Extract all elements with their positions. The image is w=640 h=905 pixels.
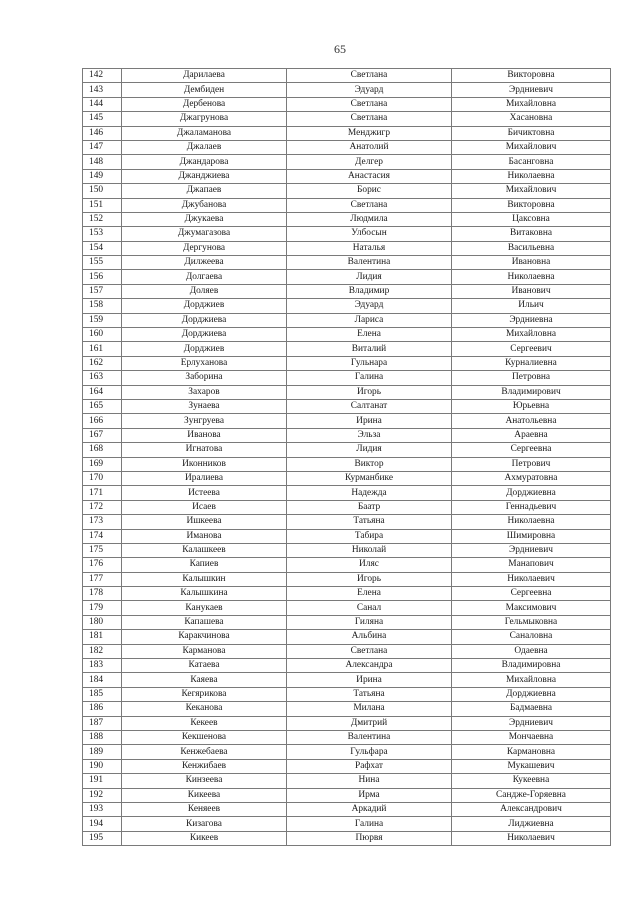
table-row	[83, 500, 611, 514]
surname-cell: Зунгруева	[122, 414, 287, 428]
patronymic-cell: Эрдниевич	[452, 83, 611, 97]
row-number: 187	[83, 716, 122, 730]
table-row	[83, 817, 611, 831]
patronymic-cell: Дорджиевна	[452, 486, 611, 500]
patronymic-cell: Викторовна	[452, 69, 611, 83]
first-name-cell: Светлана	[287, 97, 452, 111]
patronymic-cell: Анатольевна	[452, 414, 611, 428]
first-name-cell: Лариса	[287, 313, 452, 327]
row-number: 171	[83, 486, 122, 500]
surname-cell: Джубанова	[122, 198, 287, 212]
surname-cell: Катаева	[122, 659, 287, 673]
row-number: 195	[83, 831, 122, 845]
surname-cell: Калышкин	[122, 572, 287, 586]
first-name-cell: Баатр	[287, 500, 452, 514]
surname-cell: Дергунова	[122, 241, 287, 255]
row-number: 166	[83, 414, 122, 428]
first-name-cell: Милана	[287, 702, 452, 716]
patronymic-cell: Цаксовна	[452, 212, 611, 226]
row-number: 175	[83, 543, 122, 557]
table-row	[83, 241, 611, 255]
patronymic-cell: Петровна	[452, 371, 611, 385]
first-name-cell: Галина	[287, 817, 452, 831]
first-name-cell: Рафхат	[287, 759, 452, 773]
row-number: 183	[83, 659, 122, 673]
surname-cell: Кеняеев	[122, 802, 287, 816]
patronymic-cell: Ивановна	[452, 256, 611, 270]
table-row	[83, 802, 611, 816]
surname-cell: Каяева	[122, 673, 287, 687]
patronymic-cell: Бичиктовна	[452, 126, 611, 140]
first-name-cell: Валентина	[287, 730, 452, 744]
patronymic-cell: Михайловна	[452, 97, 611, 111]
table-row	[83, 443, 611, 457]
patronymic-cell: Петрович	[452, 457, 611, 471]
first-name-cell: Светлана	[287, 69, 452, 83]
first-name-cell: Анатолий	[287, 140, 452, 154]
name-roster-table	[82, 68, 611, 846]
first-name-cell: Надежда	[287, 486, 452, 500]
patronymic-cell: Иванович	[452, 284, 611, 298]
first-name-cell: Ирина	[287, 414, 452, 428]
row-number: 164	[83, 385, 122, 399]
table-row	[83, 601, 611, 615]
row-number: 151	[83, 198, 122, 212]
table-row	[83, 69, 611, 83]
row-number: 188	[83, 730, 122, 744]
first-name-cell: Игорь	[287, 385, 452, 399]
surname-cell: Иконников	[122, 457, 287, 471]
row-number: 160	[83, 328, 122, 342]
row-number: 172	[83, 500, 122, 514]
row-number: 148	[83, 155, 122, 169]
surname-cell: Кекеев	[122, 716, 287, 730]
patronymic-cell: Николаевна	[452, 270, 611, 284]
table-row	[83, 328, 611, 342]
patronymic-cell: Юрьевна	[452, 399, 611, 413]
row-number: 159	[83, 313, 122, 327]
row-number: 176	[83, 558, 122, 572]
table-row	[83, 471, 611, 485]
first-name-cell: Улбосын	[287, 227, 452, 241]
first-name-cell: Игорь	[287, 572, 452, 586]
patronymic-cell: Кукеевна	[452, 774, 611, 788]
page-number: 65	[334, 42, 346, 56]
table-row	[83, 486, 611, 500]
table-row	[83, 428, 611, 442]
table-row	[83, 702, 611, 716]
row-number: 158	[83, 299, 122, 313]
table-row	[83, 774, 611, 788]
table-row	[83, 630, 611, 644]
patronymic-cell: Эрдниевич	[452, 543, 611, 557]
patronymic-cell: Кармановна	[452, 745, 611, 759]
patronymic-cell: Сергеевна	[452, 443, 611, 457]
row-number: 180	[83, 615, 122, 629]
first-name-cell: Галина	[287, 371, 452, 385]
table-row	[83, 529, 611, 543]
surname-cell: Заборина	[122, 371, 287, 385]
first-name-cell: Владимир	[287, 284, 452, 298]
roster-table-body	[83, 69, 611, 846]
first-name-cell: Санал	[287, 601, 452, 615]
patronymic-cell: Михайлович	[452, 184, 611, 198]
patronymic-cell: Ильич	[452, 299, 611, 313]
table-row	[83, 342, 611, 356]
surname-cell: Калашкеев	[122, 543, 287, 557]
patronymic-cell: Николаевна	[452, 169, 611, 183]
row-number: 147	[83, 140, 122, 154]
table-row	[83, 673, 611, 687]
table-row	[83, 270, 611, 284]
table-row	[83, 587, 611, 601]
patronymic-cell: Викторовна	[452, 198, 611, 212]
row-number: 169	[83, 457, 122, 471]
table-row	[83, 97, 611, 111]
table-row	[83, 371, 611, 385]
patronymic-cell: Владимировна	[452, 659, 611, 673]
first-name-cell: Татьяна	[287, 515, 452, 529]
table-row	[83, 184, 611, 198]
patronymic-cell: Николаевич	[452, 572, 611, 586]
patronymic-cell: Николаевич	[452, 831, 611, 845]
row-number: 178	[83, 587, 122, 601]
first-name-cell: Виктор	[287, 457, 452, 471]
row-number: 194	[83, 817, 122, 831]
row-number: 162	[83, 356, 122, 370]
row-number: 184	[83, 673, 122, 687]
row-number: 174	[83, 529, 122, 543]
first-name-cell: Светлана	[287, 644, 452, 658]
row-number: 190	[83, 759, 122, 773]
table-row	[83, 112, 611, 126]
row-number: 173	[83, 515, 122, 529]
patronymic-cell: Витаковна	[452, 227, 611, 241]
surname-cell: Кенжибаев	[122, 759, 287, 773]
row-number: 179	[83, 601, 122, 615]
surname-cell: Иралиева	[122, 471, 287, 485]
patronymic-cell: Михайловна	[452, 673, 611, 687]
patronymic-cell: Максимович	[452, 601, 611, 615]
patronymic-cell: Геннадьевич	[452, 500, 611, 514]
surname-cell: Кекшенова	[122, 730, 287, 744]
table-row	[83, 212, 611, 226]
row-number: 191	[83, 774, 122, 788]
table-row	[83, 457, 611, 471]
surname-cell: Игнатова	[122, 443, 287, 457]
patronymic-cell: Басанговна	[452, 155, 611, 169]
row-number: 150	[83, 184, 122, 198]
first-name-cell: Эдуард	[287, 299, 452, 313]
table-row	[83, 730, 611, 744]
surname-cell: Джаламанова	[122, 126, 287, 140]
table-row	[83, 198, 611, 212]
patronymic-cell: Сергеевич	[452, 342, 611, 356]
patronymic-cell: Александрович	[452, 802, 611, 816]
surname-cell: Дембиден	[122, 83, 287, 97]
first-name-cell: Лидия	[287, 443, 452, 457]
row-number: 163	[83, 371, 122, 385]
first-name-cell: Николай	[287, 543, 452, 557]
row-number: 145	[83, 112, 122, 126]
patronymic-cell: Эрдниевич	[452, 716, 611, 730]
surname-cell: Дорджиев	[122, 342, 287, 356]
table-row	[83, 659, 611, 673]
surname-cell: Доляев	[122, 284, 287, 298]
patronymic-cell: Ахмуратовна	[452, 471, 611, 485]
first-name-cell: Курманбике	[287, 471, 452, 485]
first-name-cell: Салтанат	[287, 399, 452, 413]
surname-cell: Джумагазова	[122, 227, 287, 241]
row-number: 181	[83, 630, 122, 644]
table-row	[83, 788, 611, 802]
table-row	[83, 83, 611, 97]
patronymic-cell: Дорджиевна	[452, 687, 611, 701]
row-number: 153	[83, 227, 122, 241]
first-name-cell: Борис	[287, 184, 452, 198]
surname-cell: Джукаева	[122, 212, 287, 226]
patronymic-cell: Сергеевна	[452, 587, 611, 601]
row-number: 182	[83, 644, 122, 658]
first-name-cell: Эдуард	[287, 83, 452, 97]
table-row	[83, 543, 611, 557]
first-name-cell: Менджигр	[287, 126, 452, 140]
row-number: 170	[83, 471, 122, 485]
surname-cell: Долгаева	[122, 270, 287, 284]
table-row	[83, 716, 611, 730]
first-name-cell: Анастасия	[287, 169, 452, 183]
patronymic-cell: Курналиевна	[452, 356, 611, 370]
row-number: 192	[83, 788, 122, 802]
table-row	[83, 155, 611, 169]
patronymic-cell: Сандже-Горяевна	[452, 788, 611, 802]
table-row	[83, 515, 611, 529]
row-number: 165	[83, 399, 122, 413]
surname-cell: Джагрунова	[122, 112, 287, 126]
first-name-cell: Делгер	[287, 155, 452, 169]
patronymic-cell: Михайловна	[452, 328, 611, 342]
first-name-cell: Аркадий	[287, 802, 452, 816]
first-name-cell: Татьяна	[287, 687, 452, 701]
first-name-cell: Нина	[287, 774, 452, 788]
surname-cell: Джапаев	[122, 184, 287, 198]
first-name-cell: Эльза	[287, 428, 452, 442]
table-row	[83, 399, 611, 413]
row-number: 193	[83, 802, 122, 816]
surname-cell: Джанджиева	[122, 169, 287, 183]
table-row	[83, 572, 611, 586]
surname-cell: Капиев	[122, 558, 287, 572]
table-row	[83, 140, 611, 154]
surname-cell: Канукаев	[122, 601, 287, 615]
row-number: 186	[83, 702, 122, 716]
surname-cell: Ерлуханова	[122, 356, 287, 370]
row-number: 185	[83, 687, 122, 701]
table-row	[83, 745, 611, 759]
row-number: 154	[83, 241, 122, 255]
surname-cell: Дорджиев	[122, 299, 287, 313]
surname-cell: Каракчинова	[122, 630, 287, 644]
patronymic-cell: Эрдниевна	[452, 313, 611, 327]
surname-cell: Кизагова	[122, 817, 287, 831]
first-name-cell: Гульфара	[287, 745, 452, 759]
surname-cell: Захаров	[122, 385, 287, 399]
surname-cell: Зунаева	[122, 399, 287, 413]
patronymic-cell: Владимирович	[452, 385, 611, 399]
first-name-cell: Елена	[287, 328, 452, 342]
row-number: 168	[83, 443, 122, 457]
table-row	[83, 284, 611, 298]
first-name-cell: Елена	[287, 587, 452, 601]
surname-cell: Дарилаева	[122, 69, 287, 83]
table-row	[83, 385, 611, 399]
surname-cell: Кегярикова	[122, 687, 287, 701]
row-number: 156	[83, 270, 122, 284]
surname-cell: Джандарова	[122, 155, 287, 169]
first-name-cell: Дмитрий	[287, 716, 452, 730]
patronymic-cell: Манапович	[452, 558, 611, 572]
first-name-cell: Александра	[287, 659, 452, 673]
table-row	[83, 299, 611, 313]
patronymic-cell: Михайлович	[452, 140, 611, 154]
surname-cell: Кинзеева	[122, 774, 287, 788]
surname-cell: Дербенова	[122, 97, 287, 111]
surname-cell: Кикеев	[122, 831, 287, 845]
patronymic-cell: Мончаевна	[452, 730, 611, 744]
table-row	[83, 687, 611, 701]
first-name-cell: Светлана	[287, 198, 452, 212]
table-row	[83, 644, 611, 658]
patronymic-cell: Николаевна	[452, 515, 611, 529]
first-name-cell: Ирма	[287, 788, 452, 802]
table-row	[83, 256, 611, 270]
row-number: 189	[83, 745, 122, 759]
surname-cell: Дорджиева	[122, 328, 287, 342]
patronymic-cell: Мукашевич	[452, 759, 611, 773]
table-row	[83, 414, 611, 428]
surname-cell: Кеканова	[122, 702, 287, 716]
first-name-cell: Виталий	[287, 342, 452, 356]
row-number: 152	[83, 212, 122, 226]
surname-cell: Капашева	[122, 615, 287, 629]
surname-cell: Кенжебаева	[122, 745, 287, 759]
patronymic-cell: Лиджиевна	[452, 817, 611, 831]
surname-cell: Карманова	[122, 644, 287, 658]
table-row	[83, 356, 611, 370]
table-row	[83, 313, 611, 327]
first-name-cell: Ирина	[287, 673, 452, 687]
row-number: 144	[83, 97, 122, 111]
first-name-cell: Светлана	[287, 112, 452, 126]
first-name-cell: Людмила	[287, 212, 452, 226]
first-name-cell: Лидия	[287, 270, 452, 284]
surname-cell: Иванова	[122, 428, 287, 442]
surname-cell: Кикеева	[122, 788, 287, 802]
row-number: 157	[83, 284, 122, 298]
first-name-cell: Валентина	[287, 256, 452, 270]
first-name-cell: Пюрвя	[287, 831, 452, 845]
patronymic-cell: Араевна	[452, 428, 611, 442]
first-name-cell: Гиляна	[287, 615, 452, 629]
surname-cell: Дорджиева	[122, 313, 287, 327]
row-number: 149	[83, 169, 122, 183]
patronymic-cell: Гельмыковна	[452, 615, 611, 629]
patronymic-cell: Бадмаевна	[452, 702, 611, 716]
first-name-cell: Альбина	[287, 630, 452, 644]
table-row	[83, 615, 611, 629]
patronymic-cell: Саналовна	[452, 630, 611, 644]
surname-cell: Дилжеева	[122, 256, 287, 270]
surname-cell: Иманова	[122, 529, 287, 543]
row-number: 167	[83, 428, 122, 442]
first-name-cell: Иляс	[287, 558, 452, 572]
first-name-cell: Наталья	[287, 241, 452, 255]
patronymic-cell: Шимировна	[452, 529, 611, 543]
table-row	[83, 759, 611, 773]
first-name-cell: Табира	[287, 529, 452, 543]
surname-cell: Истеева	[122, 486, 287, 500]
surname-cell: Ишкеева	[122, 515, 287, 529]
patronymic-cell: Одаевна	[452, 644, 611, 658]
surname-cell: Джалаев	[122, 140, 287, 154]
table-row	[83, 558, 611, 572]
row-number: 146	[83, 126, 122, 140]
surname-cell: Исаев	[122, 500, 287, 514]
row-number: 177	[83, 572, 122, 586]
table-row	[83, 831, 611, 845]
surname-cell: Калышкина	[122, 587, 287, 601]
patronymic-cell: Васильевна	[452, 241, 611, 255]
first-name-cell: Гульнара	[287, 356, 452, 370]
table-row	[83, 126, 611, 140]
table-row	[83, 227, 611, 241]
row-number: 155	[83, 256, 122, 270]
row-number: 143	[83, 83, 122, 97]
row-number: 161	[83, 342, 122, 356]
patronymic-cell: Хасановна	[452, 112, 611, 126]
table-row	[83, 169, 611, 183]
row-number: 142	[83, 69, 122, 83]
